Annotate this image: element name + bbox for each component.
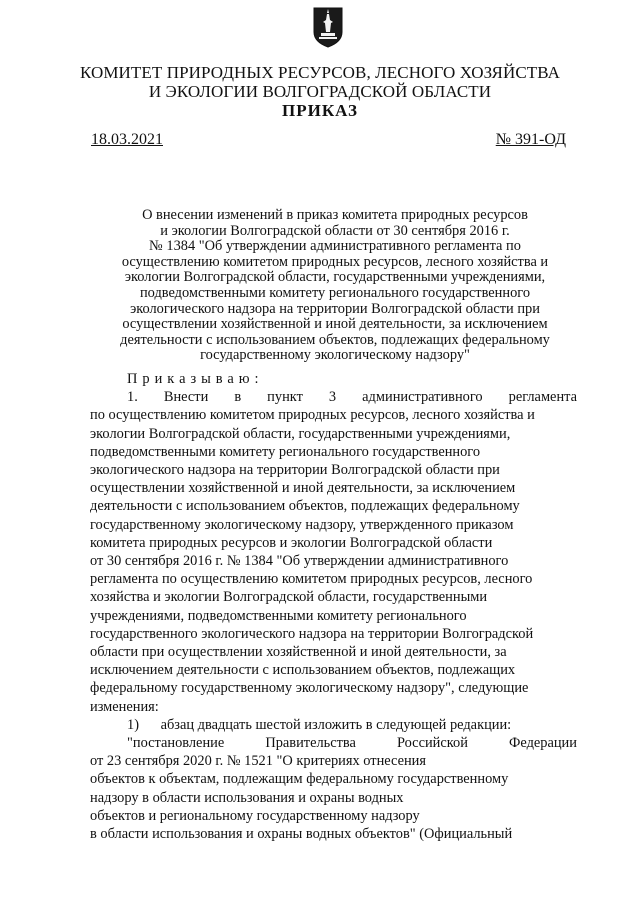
subitem-text: абзац двадцать шестой изложить в следующей редакции: bbox=[160, 716, 512, 733]
paragraph-1-first-line bbox=[90, 388, 577, 406]
paragraph-1-line: комитета природных ресурсов и экологии Волгоградской области bbox=[90, 534, 493, 551]
volgograd-emblem-icon bbox=[312, 6, 344, 48]
paragraph-1-line: исключением деятельности с использованием объектов, подлежащих bbox=[90, 662, 516, 679]
paragraph-1-line: экологии Волгоградской области, государственными учреждениями, bbox=[90, 425, 511, 442]
paragraph-1-line: хозяйства и экологии Волгоградской области, государственными bbox=[90, 589, 488, 606]
subject-line: государственному экологическому надзору" bbox=[200, 347, 470, 364]
paragraph-1-line: подведомственными комитету регионального государственного bbox=[90, 443, 481, 460]
subject-line: деятельности с использованием объектов, подлежащих федеральному bbox=[120, 331, 550, 348]
quote-line: от 23 сентября 2020 г. № 1521 "О критериях отнесения bbox=[90, 753, 426, 770]
order-directive: Приказываю: bbox=[127, 371, 264, 387]
paragraph-1-line: по осуществлению комитетом природных ресурсов, лесного хозяйства и bbox=[90, 407, 535, 424]
quote-line: надзору в области использования и охраны водных bbox=[90, 789, 404, 806]
paragraph-1-word: в bbox=[234, 389, 242, 406]
paragraph-1-line: государственного экологического надзора на территории Волгоградской bbox=[90, 625, 534, 642]
quote-word: Федерации bbox=[509, 735, 577, 752]
quote-line: объектов к объектам, подлежащим федеральному государственному bbox=[90, 771, 509, 788]
subject-line: О внесении изменений в приказ комитета природных ресурсов bbox=[142, 207, 528, 223]
subject-line: экологии Волгоградской области, государственными учреждениями, bbox=[124, 269, 546, 286]
paragraph-1-line: регламента по осуществлению комитетом природных ресурсов, лесного bbox=[90, 571, 533, 588]
subject-line: подведомственными комитету регионального государственного bbox=[139, 284, 531, 301]
paragraph-1-word: регламента bbox=[508, 389, 577, 406]
document-date: 18.03.2021 bbox=[91, 131, 163, 148]
document-subject bbox=[85, 208, 585, 364]
quote-word: "постановление bbox=[127, 735, 225, 752]
paragraph-1-line: осуществлении хозяйственной и иной деятельности, за исключением bbox=[90, 480, 516, 497]
quote-line: объектов и региональному государственному надзору bbox=[90, 807, 420, 824]
paragraph-1-line: государственному экологическому надзору, утвержденного приказом bbox=[90, 516, 514, 533]
paragraph-1-line: области при осуществлении хозяйственной и иной деятельности, за bbox=[90, 644, 507, 661]
subitem-1 bbox=[90, 716, 577, 734]
paragraph-1-word: 1. bbox=[127, 389, 138, 406]
paragraph-1-line: федеральному государственному экологическому надзору", следующие bbox=[90, 680, 529, 697]
paragraph-1-line: учреждениями, подведомственными комитету регионального bbox=[90, 607, 467, 624]
document-type: ПРИКАЗ bbox=[282, 101, 358, 120]
organization-name-line2: И ЭКОЛОГИИ ВОЛГОГРАДСКОЙ ОБЛАСТИ bbox=[148, 82, 492, 101]
subject-line: осуществлению комитетом природных ресурсов, лесного хозяйства и bbox=[121, 253, 549, 270]
subject-line: экологического надзора на территории Волгоградской области при bbox=[130, 300, 540, 317]
quote-line: в области использования и охраны водных объектов" (Официальный bbox=[90, 826, 513, 843]
organization-name-line1: КОМИТЕТ ПРИРОДНЫХ РЕСУРСОВ, ЛЕСНОГО ХОЗЯЙСТВА bbox=[79, 63, 561, 82]
paragraph-1-line: изменения: bbox=[90, 698, 159, 715]
paragraph-1-line: экологического надзора на территории Волгоградской области при bbox=[90, 462, 500, 479]
quote-word: Российской bbox=[396, 735, 468, 752]
subject-line: и экологии Волгоградской области от 30 сентября 2016 г. bbox=[160, 222, 510, 239]
paragraph-1-word: Внести bbox=[163, 389, 209, 406]
subject-line: № 1384 "Об утверждении административного регламента по bbox=[149, 238, 521, 255]
subitem-number: 1) bbox=[127, 716, 139, 733]
paragraph-1-word: 3 bbox=[328, 389, 337, 406]
paragraph-1-word: административного bbox=[362, 389, 483, 406]
paragraph-1-line: деятельности с использованием объектов, подлежащих федеральному bbox=[90, 498, 520, 515]
subject-line: осуществлении хозяйственной и иной деятельности, за исключением bbox=[122, 316, 548, 333]
quote-first-line bbox=[90, 734, 577, 752]
quote-word: Правительства bbox=[265, 735, 356, 752]
paragraph-1-word: пункт bbox=[267, 389, 303, 406]
paragraph-1-line: от 30 сентября 2016 г. № 1384 "Об утверждении административного bbox=[90, 553, 509, 570]
document-body bbox=[90, 370, 577, 843]
document-number: № 391-ОД bbox=[495, 131, 566, 148]
